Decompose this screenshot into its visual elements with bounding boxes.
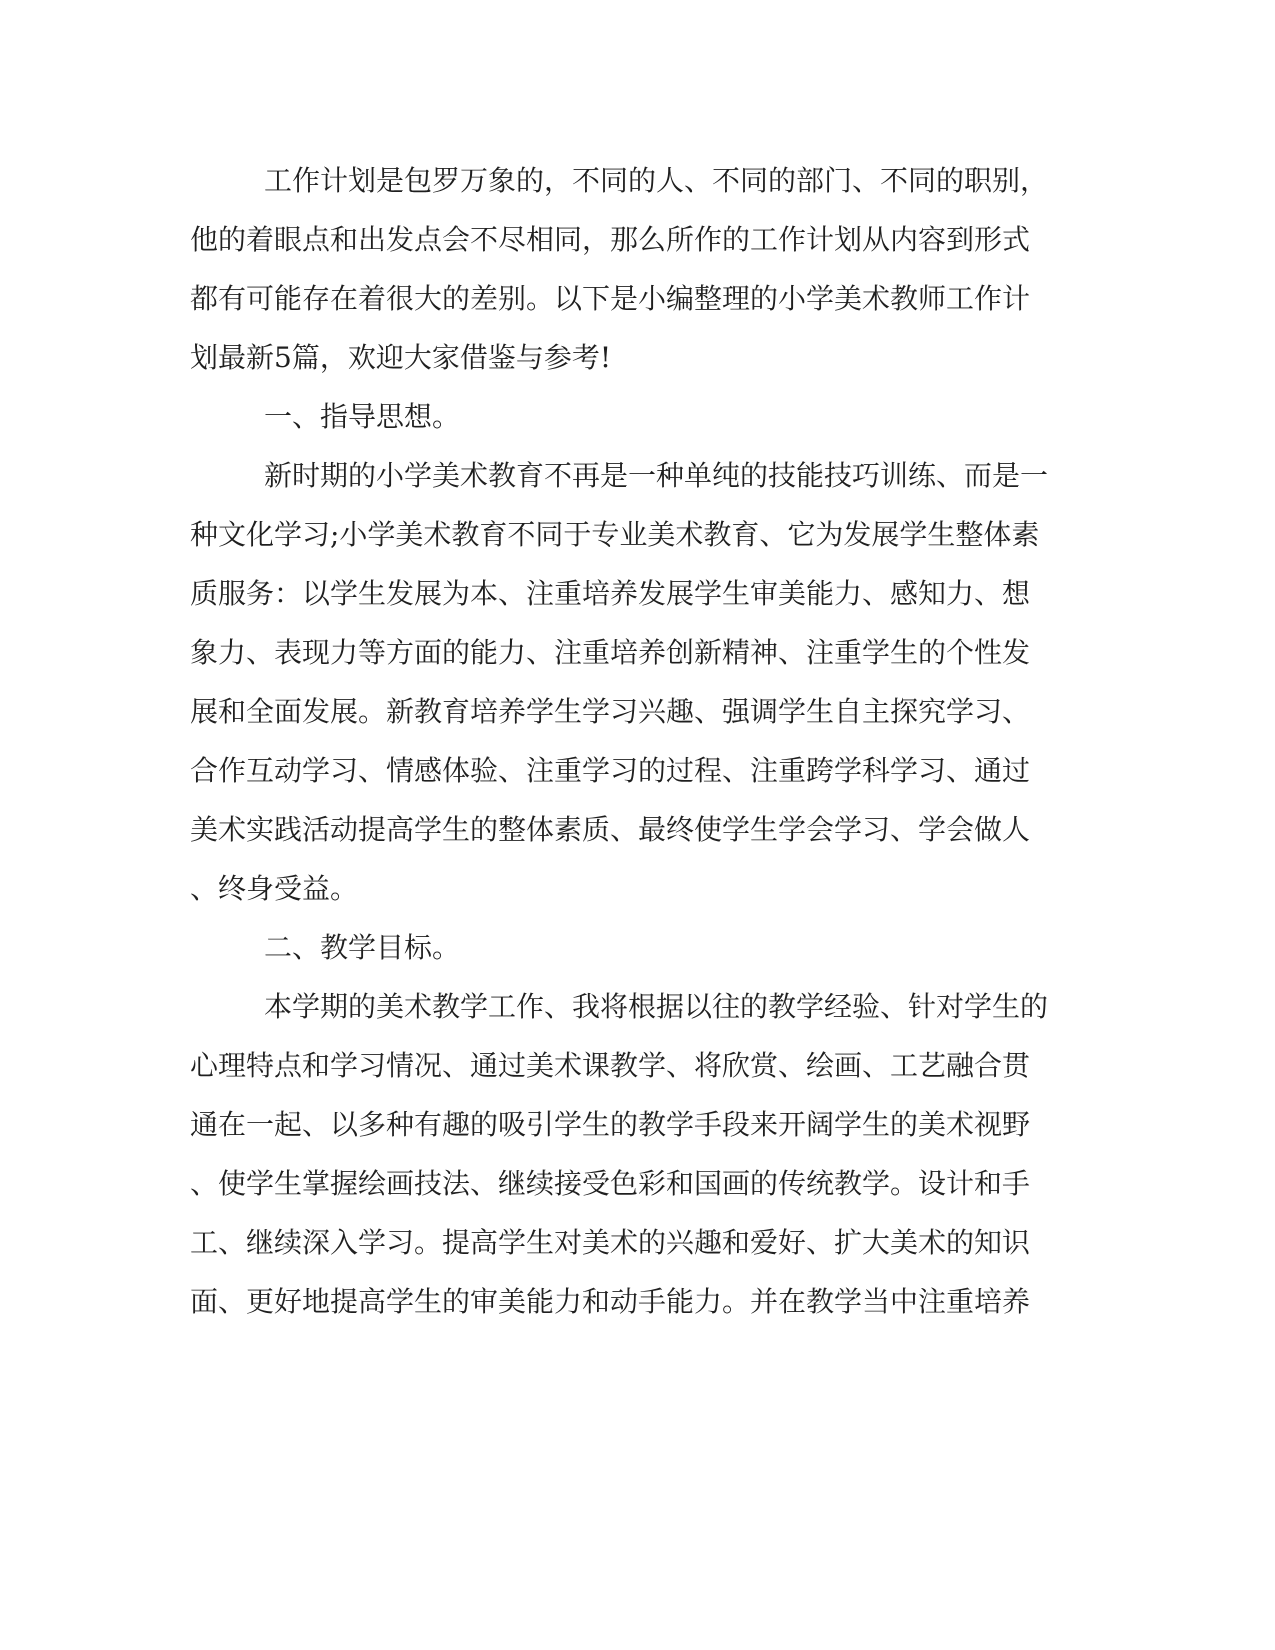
section-heading: 一、指导思想。 [264, 400, 461, 433]
text-line: 面、更好地提高学生的审美能力和动手能力。并在教学当中注重培养 [190, 1285, 1031, 1318]
text-line: 心理特点和学习情况、通过美术课教学、将欣赏、绘画、工艺融合贯 [190, 1049, 1031, 1082]
text-line: 工作计划是包罗万象的，不同的人、不同的部门、不同的职别， [264, 164, 1049, 197]
text-line: 、终身受益。 [190, 872, 359, 905]
section-heading: 二、教学目标。 [264, 931, 461, 964]
text-line: 质服务：以学生发展为本、注重培养发展学生审美能力、感知力、想 [190, 577, 1031, 610]
text-line: 、使学生掌握绘画技法、继续接受色彩和国画的传统教学。设计和手 [190, 1167, 1031, 1200]
text-line: 都有可能存在着很大的差别。以下是小编整理的小学美术教师工作计 [190, 282, 1031, 315]
text-line: 象力、表现力等方面的能力、注重培养创新精神、注重学生的个性发 [190, 636, 1031, 669]
text-line: 本学期的美术教学工作、我将根据以往的教学经验、针对学生的 [264, 990, 1049, 1023]
text-line: 新时期的小学美术教育不再是一种单纯的技能技巧训练、而是一 [264, 459, 1049, 492]
text-line: 工、继续深入学习。提高学生对美术的兴趣和爱好、扩大美术的知识 [190, 1226, 1031, 1259]
text-line: 划最新5篇，欢迎大家借鉴与参考! [190, 341, 612, 374]
text-line: 美术实践活动提高学生的整体素质、最终使学生学会学习、学会做人 [190, 813, 1031, 846]
text-line: 种文化学习;小学美术教育不同于专业美术教育、它为发展学生整体素 [190, 518, 1040, 551]
text-line: 他的着眼点和出发点会不尽相同，那么所作的工作计划从内容到形式 [190, 223, 1031, 256]
text-line: 合作互动学习、情感体验、注重学习的过程、注重跨学科学习、通过 [190, 754, 1031, 787]
text-line: 通在一起、以多种有趣的吸引学生的教学手段来开阔学生的美术视野 [190, 1108, 1031, 1141]
text-line: 展和全面发展。新教育培养学生学习兴趣、强调学生自主探究学习、 [190, 695, 1031, 728]
